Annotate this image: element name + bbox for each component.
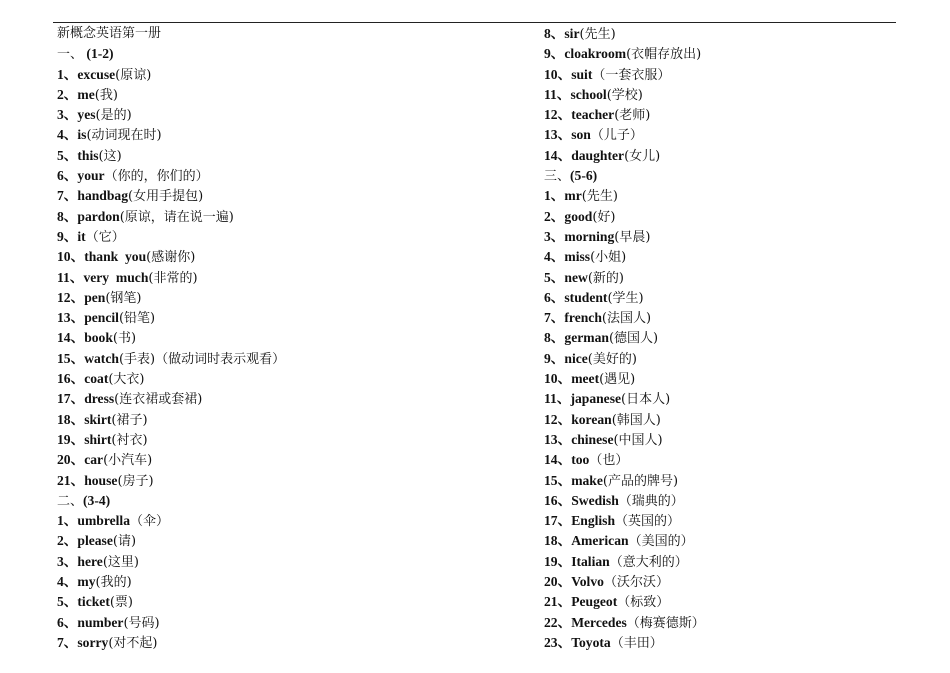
entry-number: 5、 — [544, 269, 565, 285]
entry-word: too — [571, 452, 590, 468]
vocab-entry — [544, 24, 705, 44]
vocab-entry — [57, 166, 285, 186]
entry-word: me — [77, 86, 95, 102]
entry-number: 7、 — [57, 634, 78, 650]
section-header — [57, 491, 285, 511]
entry-translation: （梅赛德斯） — [626, 615, 705, 631]
entry-translation: (学生) — [607, 290, 644, 306]
entry-translation: (票) — [109, 595, 134, 611]
entry-number: 1、 — [57, 66, 78, 82]
entry-number: 3、 — [57, 107, 78, 123]
section-range: (5-6) — [570, 168, 598, 184]
vocab-entry — [57, 247, 285, 267]
entry-translation: (美好的) — [587, 351, 637, 367]
entry-number: 8、 — [57, 208, 78, 224]
entry-word: pen — [84, 289, 106, 305]
entry-translation: （美国的） — [628, 534, 694, 550]
vocab-entry — [57, 85, 285, 105]
entry-number: 6、 — [57, 614, 78, 630]
entry-number: 5、 — [57, 594, 78, 610]
entry-number: 8、 — [544, 330, 565, 346]
entry-translation: (学校) — [606, 87, 643, 103]
vocab-entry — [57, 105, 285, 125]
entry-number: 1、 — [544, 188, 565, 204]
entry-number: 10、 — [544, 66, 572, 82]
document-title: 新概念英语第一册 — [57, 26, 162, 41]
entry-number: 6、 — [544, 289, 565, 305]
entry-word: sorry — [77, 634, 109, 650]
entry-number: 12、 — [544, 411, 572, 427]
entry-word: nice — [564, 350, 588, 366]
vocab-entry — [544, 146, 705, 166]
entry-word: excuse — [77, 66, 116, 82]
vocab-entry — [544, 491, 705, 511]
entry-word: new — [564, 269, 588, 285]
entry-translation: (女用手提包) — [128, 189, 204, 205]
vocab-entry — [57, 633, 285, 653]
vocab-entry — [544, 592, 705, 612]
entry-number: 21、 — [544, 594, 572, 610]
entry-translation: （意大利的） — [609, 554, 688, 570]
entry-word: meet — [571, 371, 600, 387]
entry-number: 9、 — [544, 46, 565, 62]
entry-word: thank you — [84, 249, 147, 265]
entry-number: 7、 — [57, 188, 78, 204]
entry-translation: (老师) — [614, 108, 651, 124]
entry-number: 11、 — [57, 269, 84, 285]
entry-number: 5、 — [57, 147, 78, 163]
entry-word: teacher — [571, 107, 615, 123]
entry-translation: (好) — [592, 209, 616, 225]
entry-translation: (小姐) — [590, 250, 627, 266]
vocabulary-list-left — [57, 44, 285, 653]
vocab-entry — [544, 207, 705, 227]
entry-word: dress — [84, 391, 115, 407]
entry-number: 11、 — [544, 391, 571, 407]
vocab-entry — [57, 592, 285, 612]
entry-translation: （丰田） — [610, 635, 663, 651]
entry-word: please — [77, 533, 113, 549]
entry-number: 4、 — [544, 249, 565, 265]
vocab-entry — [57, 430, 285, 450]
entry-word: shirt — [84, 431, 112, 447]
entry-number: 8、 — [544, 26, 565, 41]
entry-translation: (日本人) — [621, 392, 671, 408]
entry-translation: （伞） — [130, 514, 170, 530]
right-column — [544, 24, 705, 653]
vocab-entry — [544, 268, 705, 288]
vocab-entry — [57, 268, 285, 288]
entry-number: 18、 — [544, 533, 572, 549]
vocab-entry — [544, 288, 705, 308]
entry-translation: (连衣裙或套裙) — [114, 392, 203, 408]
entry-translation: (女儿) — [624, 148, 661, 164]
entry-word: house — [84, 472, 118, 488]
entry-word: your — [77, 168, 105, 184]
vocab-entry — [57, 572, 285, 592]
vocab-entry — [544, 44, 705, 64]
entry-number: 17、 — [544, 513, 572, 529]
entry-word: student — [564, 289, 608, 305]
vocab-entry — [544, 633, 705, 653]
entry-number: 14、 — [57, 330, 85, 346]
entry-number: 20、 — [544, 574, 572, 590]
entry-translation: （你的，你们的） — [104, 169, 209, 185]
entry-translation: (衬衣) — [111, 432, 148, 448]
vocab-entry — [57, 531, 285, 551]
vocab-entry — [57, 552, 285, 572]
entry-number: 14、 — [544, 147, 572, 163]
entry-word: german — [564, 330, 609, 346]
entry-number: 20、 — [57, 452, 85, 468]
entry-number: 15、 — [57, 350, 85, 366]
vocab-entry — [57, 511, 285, 531]
entry-number: 4、 — [57, 574, 78, 590]
entry-number: 14、 — [544, 452, 572, 468]
entry-word: mr — [564, 188, 582, 204]
vocab-entry — [57, 389, 285, 409]
vocab-entry — [544, 552, 705, 572]
entry-translation: (我的) — [95, 575, 132, 591]
entry-translation: （它） — [85, 229, 125, 245]
entry-number: 15、 — [544, 472, 572, 488]
entry-translation: (对不起) — [108, 635, 158, 651]
entry-translation: （也） — [589, 453, 629, 469]
entry-word: Italian — [571, 553, 610, 569]
vocab-entry — [57, 369, 285, 389]
vocab-entry — [544, 531, 705, 551]
section-number: 三、 — [544, 169, 571, 185]
entry-word: ticket — [77, 594, 110, 610]
entry-translation: (大衣) — [108, 372, 145, 388]
entry-number: 9、 — [544, 350, 565, 366]
section-number: 二、 — [57, 493, 84, 509]
vocab-entry — [57, 207, 285, 227]
entry-word: french — [564, 310, 602, 326]
entry-translation: (原谅，请在说一遍) — [119, 209, 234, 225]
entry-word: it — [77, 228, 86, 244]
entry-translation: （瑞典的） — [618, 493, 684, 509]
entry-translation: (我) — [94, 87, 118, 103]
entry-word: cloakroom — [564, 46, 627, 62]
section-range: (3-4) — [83, 492, 111, 508]
entry-number: 3、 — [544, 228, 565, 244]
vocab-entry — [544, 85, 705, 105]
entry-number: 13、 — [544, 431, 572, 447]
vocab-entry — [544, 125, 705, 145]
entry-number: 23、 — [544, 634, 572, 650]
entry-number: 2、 — [57, 86, 78, 102]
entry-translation: (德国人) — [608, 331, 659, 347]
entry-number: 17、 — [57, 391, 85, 407]
vocab-entry — [544, 328, 705, 348]
entry-translation: （沃尔沃） — [603, 575, 669, 591]
entry-translation: (先生) — [579, 27, 616, 42]
entry-translation: (裙子) — [111, 412, 148, 428]
section-number: 一、 — [57, 47, 84, 63]
vocab-entry — [57, 146, 285, 166]
entry-translation: (早晨) — [614, 229, 651, 245]
vocab-entry — [544, 389, 705, 409]
entry-word: umbrella — [77, 513, 131, 529]
vocab-entry — [544, 247, 705, 267]
entry-translation: (这) — [98, 148, 122, 164]
entry-word: school — [570, 86, 607, 102]
entry-word: American — [571, 533, 629, 549]
entry-word: English — [571, 513, 616, 529]
entry-number: 12、 — [57, 289, 85, 305]
entry-number: 9、 — [57, 228, 78, 244]
entry-number: 3、 — [57, 553, 78, 569]
entry-translation: (钢笔) — [105, 290, 142, 306]
entry-translation: （一套衣服） — [592, 67, 671, 83]
entry-word: Mercedes — [571, 614, 627, 630]
entry-translation: （英国的） — [615, 514, 681, 530]
entry-number: 10、 — [544, 371, 572, 387]
entry-translation: (产品的牌号) — [602, 473, 679, 489]
entry-translation: (手表)（做动词时表示观看） — [118, 351, 286, 367]
vocab-entry — [544, 105, 705, 125]
entry-translation: (先生) — [581, 189, 618, 205]
entry-word: skirt — [84, 411, 112, 427]
vocab-entry — [57, 65, 285, 85]
vocab-entry — [57, 410, 285, 430]
entry-number: 18、 — [57, 411, 85, 427]
entry-word: book — [84, 330, 113, 346]
entry-number: 19、 — [544, 553, 572, 569]
entry-word: Toyota — [571, 634, 611, 650]
vocab-entry — [544, 430, 705, 450]
entry-word: sir — [564, 26, 580, 41]
entry-number: 2、 — [57, 533, 78, 549]
entry-translation: (号码) — [123, 615, 160, 631]
entry-number: 16、 — [57, 371, 85, 387]
entry-translation: (房子) — [117, 473, 154, 489]
entry-number: 1、 — [57, 513, 78, 529]
vocab-entry — [57, 613, 285, 633]
entry-word: is — [77, 127, 87, 143]
vocab-entry — [544, 65, 705, 85]
entry-translation: (韩国人) — [611, 412, 661, 428]
vocab-entry — [544, 613, 705, 633]
entry-word: daughter — [571, 147, 625, 163]
entry-word: handbag — [77, 188, 129, 204]
entry-translation: (是的) — [95, 108, 132, 124]
entry-word: watch — [84, 350, 119, 366]
vocab-entry — [544, 227, 705, 247]
entry-word: son — [571, 127, 591, 143]
entry-number: 13、 — [544, 127, 572, 143]
vocab-entry — [57, 349, 285, 369]
vocab-entry — [544, 511, 705, 531]
entry-word: Volvo — [571, 574, 604, 590]
vocab-entry — [544, 349, 705, 369]
entry-number: 21、 — [57, 472, 85, 488]
vocab-entry — [57, 471, 285, 491]
entry-translation: (这里) — [102, 554, 139, 570]
entry-word: Peugeot — [571, 594, 618, 610]
vocab-entry — [57, 125, 285, 145]
entry-word: miss — [564, 249, 591, 265]
vocab-entry — [544, 572, 705, 592]
entry-word: Swedish — [571, 492, 619, 508]
vocab-entry — [57, 186, 285, 206]
entry-translation: （标致） — [617, 595, 670, 611]
entry-translation: (新的) — [587, 270, 624, 286]
entry-translation: (请) — [112, 534, 137, 550]
entry-word: my — [77, 574, 96, 590]
entry-number: 11、 — [544, 86, 571, 102]
entry-translation: (非常的) — [148, 270, 198, 286]
entry-translation: (小汽车) — [103, 453, 153, 469]
entry-translation: (动词现在时) — [86, 128, 162, 144]
vocab-entry — [544, 410, 705, 430]
vocab-entry — [57, 288, 285, 308]
entry-word: good — [564, 208, 593, 224]
vocabulary-list-right — [544, 24, 705, 653]
entry-word: coat — [84, 371, 109, 387]
vocab-entry — [57, 227, 285, 247]
entry-translation: (遇见) — [599, 372, 636, 388]
entry-number: 13、 — [57, 310, 85, 326]
entry-number: 10、 — [57, 249, 85, 265]
entry-number: 12、 — [544, 107, 572, 123]
vocab-entry — [57, 328, 285, 348]
entry-word: yes — [77, 107, 96, 123]
entry-number: 6、 — [57, 168, 78, 184]
entry-translation: (书) — [112, 331, 137, 347]
section-header — [57, 44, 285, 64]
entry-word: very much — [83, 269, 149, 285]
vocab-entry — [544, 308, 705, 328]
entry-translation: (衣帽存放出) — [626, 47, 702, 63]
vocab-entry — [57, 450, 285, 470]
entry-word: here — [77, 553, 103, 569]
vocab-entry — [544, 369, 705, 389]
entry-word: pardon — [77, 208, 120, 224]
entry-number: 4、 — [57, 127, 78, 143]
entry-translation: （儿子） — [590, 128, 643, 144]
entry-word: make — [571, 472, 603, 488]
entry-word: korean — [571, 411, 612, 427]
vocab-entry — [57, 308, 285, 328]
entry-translation: (中国人) — [613, 432, 663, 448]
entry-word: suit — [571, 66, 593, 82]
entry-word: chinese — [571, 431, 614, 447]
entry-word: car — [84, 452, 104, 468]
entry-number: 2、 — [544, 208, 565, 224]
section-header — [544, 166, 705, 186]
vocab-entry — [544, 450, 705, 470]
section-range: (1-2) — [83, 46, 114, 62]
entry-word: japanese — [570, 391, 622, 407]
entry-number: 16、 — [544, 492, 572, 508]
entry-word: this — [77, 147, 99, 163]
entry-number: 19、 — [57, 431, 85, 447]
entry-word: number — [77, 614, 124, 630]
entry-translation: (法国人) — [601, 311, 652, 327]
entry-word: morning — [564, 228, 615, 244]
entry-translation: (原谅) — [115, 67, 152, 83]
entry-word: pencil — [84, 310, 119, 326]
vocab-entry — [544, 471, 705, 491]
vocab-entry — [544, 186, 705, 206]
entry-translation: (铅笔) — [118, 311, 156, 327]
top-rule — [53, 22, 896, 23]
entry-number: 22、 — [544, 614, 572, 630]
left-column — [57, 24, 285, 653]
entry-translation: (感谢你) — [146, 250, 196, 266]
entry-number: 7、 — [544, 310, 565, 326]
